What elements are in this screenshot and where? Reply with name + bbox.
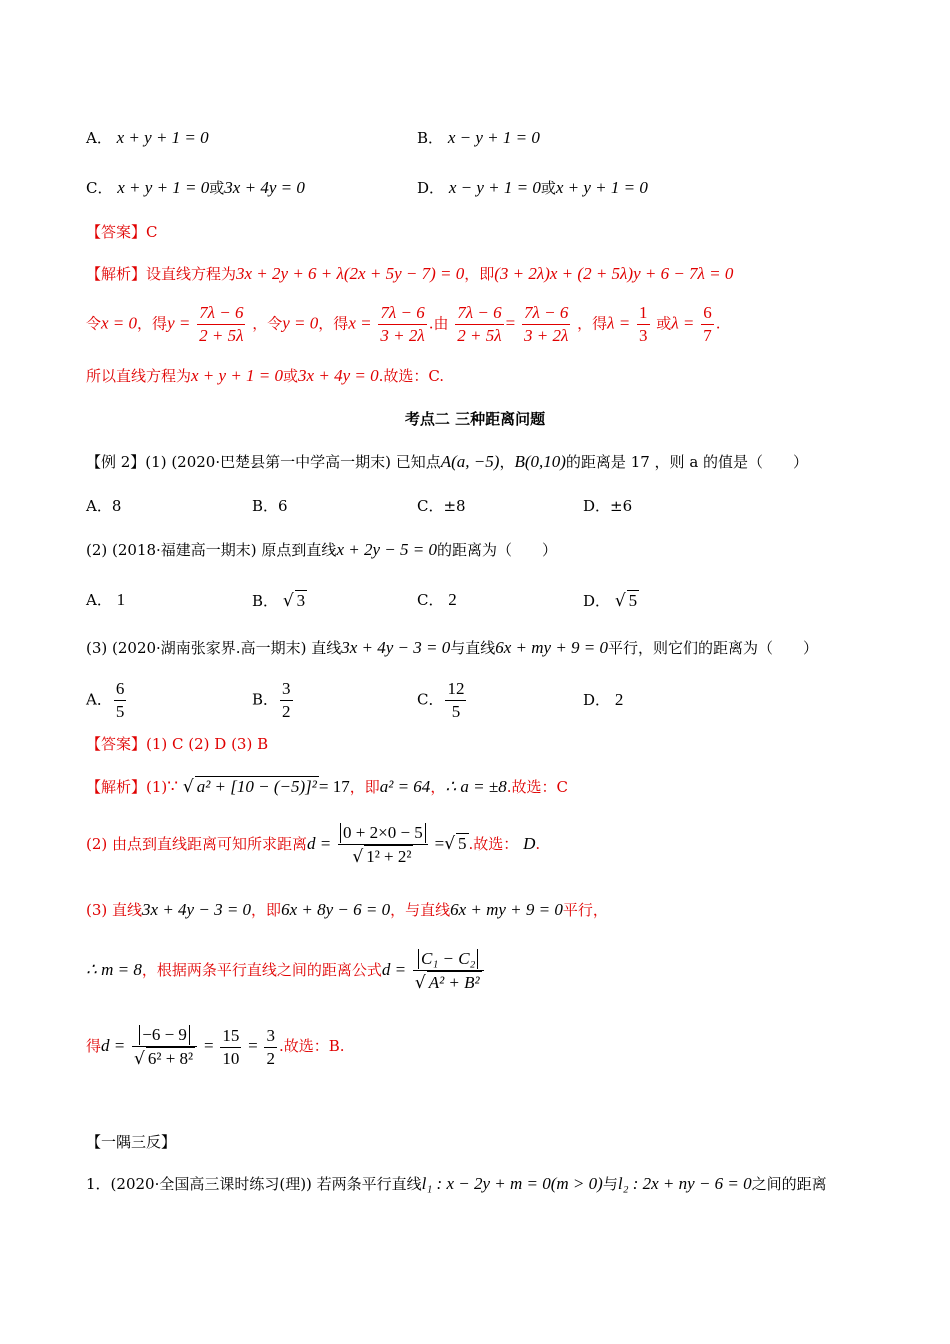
ex2-q2-option-a: A． 1 <box>86 590 126 609</box>
example-2-q2: (2) (2018·福建高一期末) 原点到直线x + 2y − 5 = 0的距离为（ ） <box>86 540 557 559</box>
option-a: A． x + y + 1 = 0 <box>86 128 209 147</box>
solution-2-part-3-result: 得d = $\frac{-6 - 9}{\text{√ 6² + 8²}}$ = $\frac{15}{10}$ = $\frac{3}{2}$ .故选：B. <box>86 1025 345 1069</box>
example-2-q1: 【例 2】(1) (2020·巴楚县第一中学高一期末) 已知点A(a, −5)，B(0,10)的距离是 17 ，则 a 的值是（ ） <box>86 452 809 471</box>
solution-2-part-2: (2) 由点到直线距离可知所求距离d = $\frac{0 + 2\times 0 - 5}{\text{√ 1² + 2²}}$ =√ 5 .故选： D. <box>86 823 541 867</box>
ex2-q1-option-a: A．8 <box>86 497 122 515</box>
practice-question-1: 1．(2020·全国高三课时练习(理)) 若两条平行直线l₁ : x − 2y + m = 0(m > 0)与l₂ : 2x + ny − 6 = 0之间的距离 <box>86 1174 827 1193</box>
fraction: $\frac{7\lambda - 6}{2 + 5\lambda}$ <box>199 303 244 345</box>
fraction: $\frac{7\lambda - 6}{2 + 5\lambda}$ <box>457 303 502 345</box>
option-b: B． x − y + 1 = 0 <box>417 128 540 147</box>
solution-2-part-1: 【解析】(1)∵ √ a² + [10 − (−5)]² = 17，即a² = 64，∴ a = ±8.故选：C <box>86 777 568 797</box>
option-d: D． x − y + 1 = 0或x + y + 1 = 0 <box>417 178 648 197</box>
example-2-q3: (3) (2020·湖南张家界.高一期末) 直线3x + 4y − 3 = 0与直线6x + my + 9 = 0平行，则它们的距离为（ ） <box>86 638 819 657</box>
section-title: 考点二 三种距离问题 <box>404 410 546 428</box>
ex2-q2-option-c: C． 2 <box>417 590 457 609</box>
practice-title: 【一隅三反】 <box>86 1133 177 1151</box>
ex2-q3-option-d: D． 2 <box>583 690 624 709</box>
solution-1-line-2: 令x = 0，得y = $\frac{7\lambda - 6}{2 + 5\lambda}$ ，令y = 0，得x = $\frac{7\lambda - 6}{3 + 2\lambda}$ .由 $\frac{7\lambda - 6}{2 + 5\lambda}$ = $\frac{7\lambda - 6}{3 + 2\lambda}$ ，得λ = $\frac{1}{3}$ 或λ = $\frac{6}{7}$ . <box>86 303 721 345</box>
fraction: $\frac{-6 - 9}{\text{√ 6² + 8²}}$ <box>132 1024 197 1070</box>
ex2-q3-option-c: C． $\frac{12}{5}$ <box>417 679 465 721</box>
ex2-q2-option-d: D． √ 5 <box>583 591 638 611</box>
fraction: $\frac{7\lambda - 6}{3 + 2\lambda}$ <box>380 303 425 345</box>
ex2-q1-option-d: D．±6 <box>583 497 633 515</box>
solution-1-line-1: 【解析】设直线方程为3x + 2y + 6 + λ(2x + 5y − 7) = 0，即(3 + 2λ)x + (2 + 5λ)y + 6 − 7λ = 0 <box>86 264 734 283</box>
fraction: $\frac{6}{7}$ <box>703 303 712 345</box>
solution-2-part-3-formula: ∴ m = 8，根据两条平行直线之间的距离公式d = $\frac{\text{C₁ − C₂}}{\text{√ A² + B²}}$ <box>86 948 486 994</box>
fraction: $\frac{7\lambda - 6}{3 + 2\lambda}$ <box>524 303 569 345</box>
ex2-q2-option-b: B． √ 3 <box>252 591 306 611</box>
fraction: $\frac{1}{3}$ <box>639 303 648 345</box>
ex2-q3-option-a: A． $\frac{6}{5}$ <box>86 679 125 721</box>
answer-2: 【答案】(1) C (2) D (3) B <box>86 735 269 753</box>
fraction: $\frac{\text{C₁ − C₂}}{\text{√ A² + B²}}$ <box>413 948 484 994</box>
option-c: C． x + y + 1 = 0或3x + 4y = 0 <box>86 178 305 197</box>
ex2-q1-option-c: C．±8 <box>417 497 466 515</box>
fraction: $\frac{0 + 2\times 0 - 5}{\text{√ 1² + 2²}}$ <box>338 822 428 868</box>
solution-1-line-3: 所以直线方程为x + y + 1 = 0或3x + 4y = 0.故选：C. <box>86 366 445 385</box>
solution-2-part-3: (3) 直线3x + 4y − 3 = 0，即6x + 8y − 6 = 0，与直线6x + my + 9 = 0平行， <box>86 900 608 919</box>
ex2-q1-option-b: B．6 <box>252 497 288 515</box>
answer-1: 【答案】C <box>86 223 158 241</box>
ex2-q3-option-b: B． $\frac{3}{2}$ <box>252 679 291 721</box>
